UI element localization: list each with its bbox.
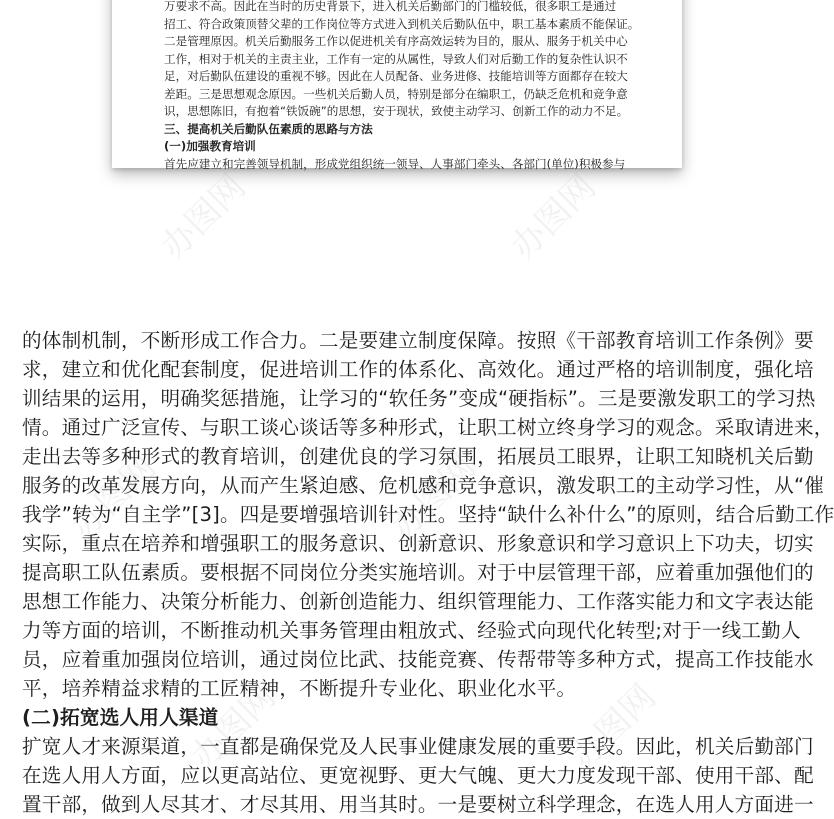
body-line: 训结果的运用，明确奖惩措施，让学习的“软任务”变成“硬指标”。三是要激发职工的学习热 [22, 387, 816, 410]
body-line: 走出去等多种形式的教育培训，创建优良的学习氛围，拓展员工眼界，让职工知晓机关后勤 [22, 445, 814, 468]
body-line: 置干部，做到人尽其才、才尽其用、用当其时。一是要树立科学理念，在选人用人方面进一 [22, 793, 814, 816]
preview-line: 二是管理原因。机关后勤服务工作以促进机关有序高效运转为目的，服从、服务于机关中心 [164, 34, 628, 48]
body-line: 我学”转为“自主学”[3]。四是要增强培训针对性。坚持“缺什么补什么”的原则，结合后勤工作 [22, 503, 834, 526]
body-line: 思想工作能力、决策分析能力、创新创造能力、组织管理能力、工作落实能力和文字表达能 [22, 590, 814, 613]
watermark-text: 办图网 [63, 446, 164, 548]
preview-line: 首先应建立和完善领导机制，形成党组织统一领导、人事部门牵头、各部门(单位)积极参与 [164, 156, 626, 171]
watermark-text: 办图网 [503, 166, 604, 268]
preview-line: 万要求不高。因此在当时的历史背景下，进入机关后勤部门的门槛较低，很多职工是通过 [164, 0, 617, 13]
body-line: 平，培养精益求精的工匠精神，不断提升专业化、职业化水平。 [22, 677, 577, 700]
preview-line: 识，思想陈旧，有抱着“铁饭碗”的思想，安于现状，致使主动学习、创新工作的动力不足。 [164, 104, 629, 118]
watermark-text: 办图网 [383, 446, 484, 548]
preview-subsection-heading: (一)加强教育培训 [164, 139, 256, 153]
preview-text-block [164, 0, 640, 173]
body-line: 的体制机制，不断形成工作合力。二是要建立制度保障。按照《干部教育培训工作条例》要 [22, 329, 814, 352]
preview-line: 差距。三是思想观念原因。一些机关后勤人员，特别是部分在编职工，仍缺乏危机和竞争意 [164, 86, 628, 101]
body-line: 求，建立和优化配套制度，促进培训工作的体系化、高效化。通过严格的培训制度，强化培 [22, 358, 814, 381]
preview-line: 工作，相对于机关的主责主业，工作有一定的从属性，导致人们对后勤工作的复杂性认识不 [164, 51, 628, 66]
watermark-text: 办图网 [153, 166, 254, 268]
preview-line: 招工、符合政策顶替父辈的工作岗位等方式进入到机关后勤队伍中，职工基本素质不能保证。 [164, 16, 640, 31]
watermark-text: 办图网 [563, 676, 664, 778]
document-preview-card [112, 0, 682, 171]
preview-section-heading: 三、提高机关后勤队伍素质的思路与方法 [164, 121, 373, 136]
body-line: 提高职工队伍素质。要根据不同岗位分类实施培训。对于中层管理干部，应着重加强他们的 [22, 561, 814, 584]
preview-line: 足，对后勤队伍建设的重视不够。因此在人员配备、业务进修、技能培训等方面都存在较大 [164, 69, 628, 83]
body-line: 情。通过广泛宣传、与职工谈心谈话等多种形式，让职工树立终身学习的观念。采取请进来， [22, 416, 834, 439]
body-line: 实际，重点在培养和增强职工的服务意识、创新意识、形象意识和学习意识上下功夫，切实 [22, 532, 814, 555]
body-line: 员，应着重加强岗位培训，通过岗位比武、技能竞赛、传帮带等多种方式，提高工作技能水 [22, 648, 814, 671]
document-body [22, 326, 834, 819]
watermark-text: 办图网 [183, 676, 284, 778]
body-line: 扩宽人才来源渠道，一直都是确保党及人民事业健康发展的重要手段。因此，机关后勤部门 [22, 735, 814, 758]
section-heading: (二)拓宽选人用人渠道 [22, 706, 219, 729]
body-line: 服务的改革发展方向，从而产生紧迫感、危机感和竞争意识，激发职工的主动学习性，从“催 [22, 474, 825, 497]
body-line: 在选人用人方面，应以更高站位、更宽视野、更大气魄、更大力度发现干部、使用干部、配 [22, 764, 814, 787]
body-line: 力等方面的培训，不断推动机关事务管理由粗放式、经验式向现代化转型;对于一线工勤人 [22, 619, 801, 642]
